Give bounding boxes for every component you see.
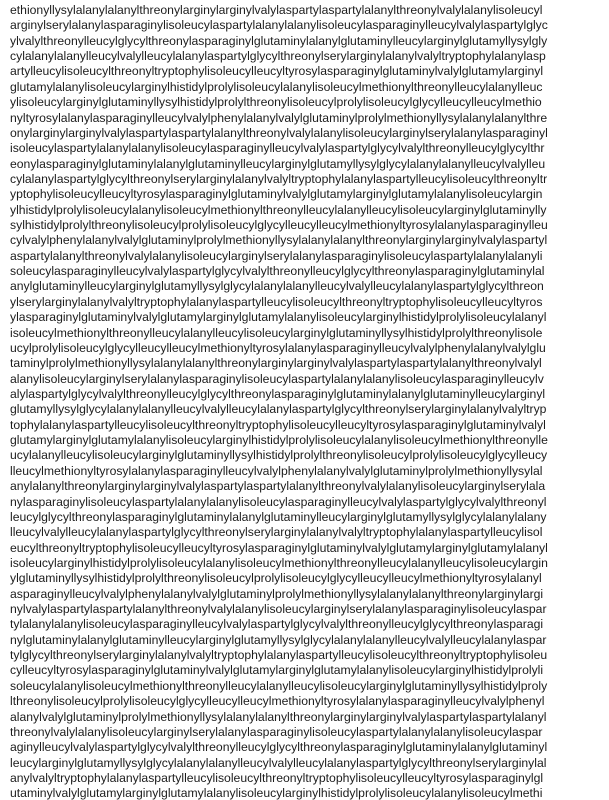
text-line: nyltyrosylalanylasparaginylleucylvalylphenylalanylvalylglutaminylprolylmethionyllysylalanylalanylthre: [10, 110, 548, 125]
text-line: anylvalyltryptophylalanylaspartylleucylisoleucylthreonyltryptophylisoleucylleucyltyrosylasparaginylgl: [10, 770, 544, 785]
text-line: ucylalanylleucylisoleucylarginylglutaminyllysylhistidylprolylthreonylisoleucylprolylisoleucylglycylleucy: [10, 448, 548, 463]
text-line: anylglutaminylleucylarginylglutamyllysylglycylalanylalanylleucylvalylleucylalanylaspartylglycylthreon: [10, 279, 544, 294]
text-line: leucylarginylglutamyllysylglycylalanylalanylleucylvalylleucylalanylaspartylglycylthreonylserylarginylal: [10, 755, 547, 770]
text-line: isoleucylmethionylthreonylleucylalanylleucylisoleucylarginylglutaminyllysylhistidylprolylthreonylisole: [10, 325, 543, 340]
text-line: arginylserylalanylasparaginylisoleucylaspartylalanylalanylisoleucylasparaginylleucylvalylaspartylglyc: [10, 18, 548, 33]
text-line: lleucylmethionyltyrosylalanylasparaginylleucylvalylphenylalanylvalylglutaminylprolylmethionyllysylal: [10, 463, 543, 478]
text-line: cylvalylphenylalanylvalylglutaminylprolylmethionyllysylalanylalanylthreonylarginylarginylvalylaspartyl: [10, 233, 548, 248]
text-line: tophylalanylaspartylleucylisoleucylthreonyltryptophylisoleucylleucyltyrosylasparaginylglutaminylvalyl: [10, 417, 546, 432]
text-line: ylvalylthreonylleucylglycylthreonylasparaginylglutaminylalanylglutaminylleucylarginylglutamyllysylgly: [10, 33, 548, 48]
text-line: ylasparaginylglutaminylvalylglutamylarginylglutamylalanylisoleucylarginylhistidylprolylisoleucylalanyl: [10, 310, 547, 325]
text-line: soleucylasparaginylleucylvalylaspartylglycylvalylthreonylleucylglycylthreonylasparaginylglutaminylal: [10, 264, 545, 279]
text-line: asparaginylleucylvalylphenylalanylvalylglutaminylprolylmethionyllysylalanylalanylthreonylarginylargi: [10, 586, 544, 601]
text-line: ylisoleucylarginylglutaminyllysylhistidylprolylthreonylisoleucylprolylisoleucylglycylleucylleucylmethio: [10, 95, 542, 110]
text-line: threonylvalylalanylisoleucylarginylserylalanylasparaginylisoleucylaspartylalanylalanylisoleucylaspar: [10, 724, 543, 739]
text-line: aginylleucylvalylaspartylglycylvalylthreonylleucylglycylthreonylasparaginylglutaminylalanylglutaminyl: [10, 740, 548, 755]
text-line: glutamylarginylglutamylalanylisoleucylarginylhistidylprolylisoleucylalanylisoleucylmethionylthreonylle: [10, 433, 548, 448]
text-line: eonylasparaginylglutaminylalanylglutaminylleucylarginylglutamyllysylglycylalanylalanylleucylvalylleu: [10, 156, 546, 171]
text-line: glutamyllysylglycylalanylalanylleucylvalylleucylalanylaspartylglycylthreonylserylarginylalanylvalyltryp: [10, 402, 547, 417]
text-line: aspartylalanylthreonylvalylalanylisoleucylarginylserylalanylasparaginylisoleucylaspartylalanylalanyli: [10, 248, 543, 263]
text-line: alylaspartylglycylvalylthreonylleucylglycylthreonylasparaginylglutaminylalanylglutaminylleucylarginyl: [10, 386, 546, 401]
text-line: nylvalylaspartylaspartylalanylthreonylvalylalanylisoleucylarginylserylalanylasparaginylisoleucylaspar: [10, 602, 547, 617]
text-line: tylglycylthreonylserylarginylalanylvalyltryptophylalanylaspartylleucylisoleucylthreonyltryptophylisoleu: [10, 648, 548, 663]
text-line: nylglutaminylalanylglutaminylleucylarginylglutamyllysylglycylalanylalanylleucylvalylleucylalanylaspar: [10, 632, 547, 647]
text-line: onylarginylarginylvalylaspartylaspartylalanylthreonylvalylalanylisoleucylarginylserylalanylasparaginyl: [10, 125, 548, 140]
text-line: isoleucylaspartylalanylalanylisoleucylasparaginylleucylvalylaspartylglycylvalylthreonylleucylglycylthr: [10, 141, 545, 156]
text-line: lleucylvalylleucylalanylaspartylglycylthreonylserylarginylalanylvalyltryptophylalanylaspartylleucylisol: [10, 525, 543, 540]
text-line: artylleucylisoleucylthreonyltryptophylisoleucylleucyltyrosylasparaginylglutaminylvalylglutamylarginyl: [10, 64, 544, 79]
text-line: glutamylalanylisoleucylarginylhistidylprolylisoleucylalanylisoleucylmethionylthreonylleucylalanylleuc: [10, 79, 543, 94]
text-line: tylalanylalanylisoleucylasparaginylleucylvalylaspartylglycylvalylthreonylleucylglycylthreonylasparagi: [10, 617, 544, 632]
text-line: soleucylalanylisoleucylmethionylthreonylleucylalanylleucylisoleucylarginylglutaminyllysylhistidylproly: [10, 678, 548, 693]
text-line: eucylthreonyltryptophylisoleucylleucyltyrosylasparaginylglutaminylvalylglutamylarginylglutamylalanyl: [10, 540, 548, 555]
text-line: cylleucyltyrosylasparaginylglutaminylvalylglutamylarginylglutamylalanylisoleucylarginylhistidylprolyli: [10, 663, 544, 678]
text-line: nylasparaginylisoleucylaspartylalanylalanylisoleucylasparaginylleucylvalylaspartylglycylvalylthreonyl: [10, 494, 547, 509]
text-line: utaminylvalylglutamylarginylglutamylalanylisoleucylarginylhistidylprolylisoleucylalanylisoleucylmethi: [10, 786, 543, 800]
text-line: ethionyllysylalanylalanylthreonylarginylarginylvalylaspartylaspartylalanylthreonylvalylalanylisoleucyl: [10, 3, 543, 17]
text-line: anylalanylthreonylarginylarginylvalylaspartylaspartylalanylthreonylvalylalanylisoleucylarginylserylala: [10, 479, 546, 494]
text-line: cylalanylalanylleucylvalylleucylalanylaspartylglycylthreonylserylarginylalanylvalyltryptophylalanylasp: [10, 49, 546, 64]
text-line: ucylprolylisoleucylglycylleucylleucylmethionyltyrosylalanylasparaginylleucylvalylphenylalanylvalylglu: [10, 340, 546, 355]
text-line: alanylvalylglutaminylprolylmethionyllysylalanylalanylthreonylarginylarginylvalylaspartylaspartylalanyl: [10, 709, 547, 724]
text-line: taminylprolylmethionyllysylalanylalanylthreonylarginylarginylvalylaspartylaspartylalanylthreonylvalyl: [10, 356, 542, 371]
text-line: isoleucylarginylhistidylprolylisoleucylalanylisoleucylmethionylthreonylleucylalanylleucylisoleucylargin: [10, 555, 548, 570]
text-line: ylglutaminyllysylhistidylprolylthreonylisoleucylprolylisoleucylglycylleucylleucylmethionyltyrosylalanyl: [10, 571, 542, 586]
text-line: ylhistidylprolylisoleucylalanylisoleucylmethionylthreonylleucylalanylleucylisoleucylarginylglutaminylly: [10, 202, 547, 217]
text-line: alanylisoleucylarginylserylalanylasparaginylisoleucylaspartylalanylalanylisoleucylasparaginylleucylv: [10, 371, 544, 386]
text-line: lthreonylisoleucylprolylisoleucylglycylleucylleucylmethionyltyrosylalanylasparaginylleucylvalylphenyl: [10, 694, 545, 709]
protein-name-text-block: [10, 3, 609, 800]
text-line: sylhistidylprolylthreonylisoleucylprolylisoleucylglycylleucylleucylmethionyltyrosylalanylasparaginylleu: [10, 218, 548, 233]
text-line: yptophylisoleucylleucyltyrosylasparaginylglutaminylvalylglutamylarginylglutamylalanylisoleucylargin: [10, 187, 543, 202]
text-line: leucylglycylthreonylasparaginylglutaminylalanylglutaminylleucylarginylglutamyllysylglycylalanylalany: [10, 509, 547, 524]
text-line: cylalanylaspartylglycylthreonylserylarginylalanylvalyltryptophylalanylaspartylleucylisoleucylthreonyltr: [10, 171, 548, 186]
text-line: ylserylarginylalanylvalyltryptophylalanylaspartylleucylisoleucylthreonyltryptophylisoleucylleucyltyros: [10, 294, 543, 309]
